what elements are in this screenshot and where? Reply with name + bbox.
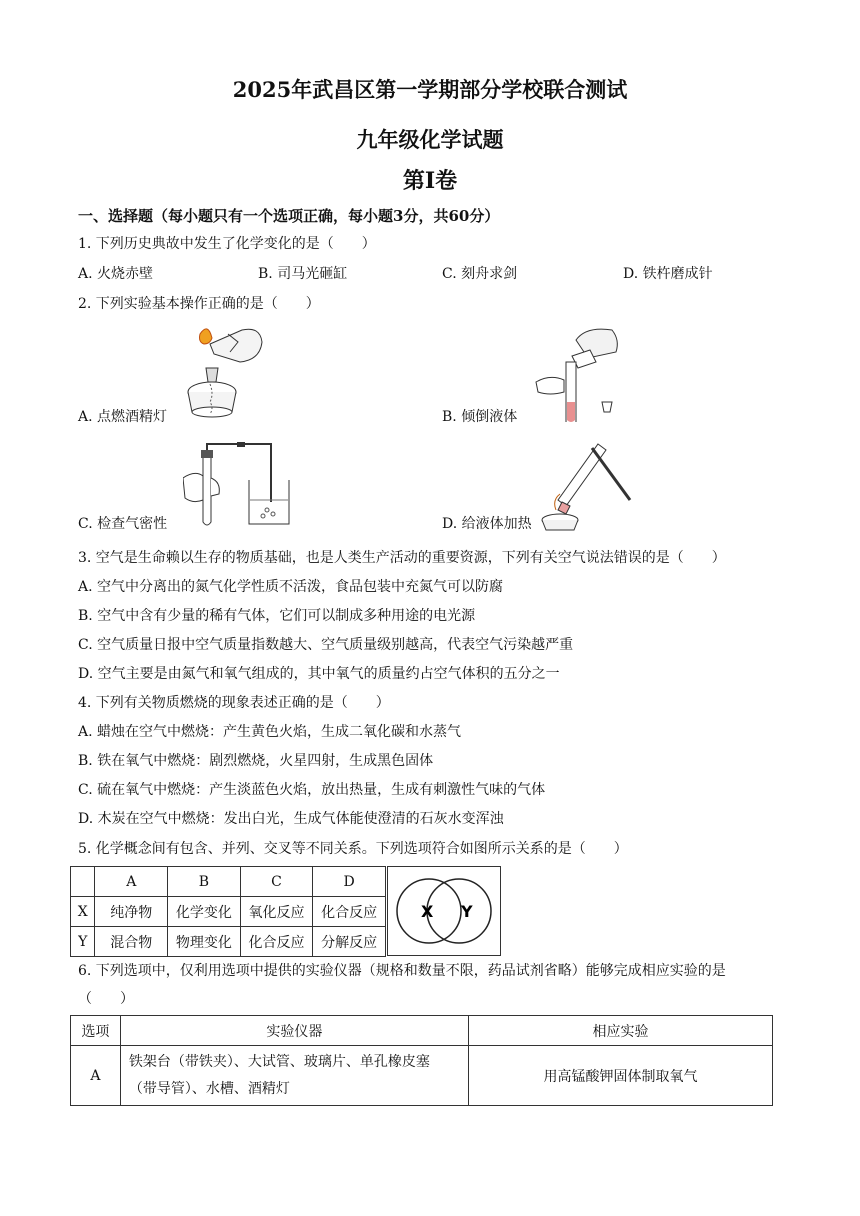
q3-option-b: B. 空气中含有少量的稀有气体，它们可以制成多种用途的电光源 xyxy=(78,608,476,624)
q5-cell: 混合物 xyxy=(95,927,168,957)
q6-apparatus-line: （带导管）、水槽、酒精灯 xyxy=(128,1080,290,1097)
q5-header-cell: D xyxy=(313,867,386,897)
venn-label-y: Y xyxy=(461,902,473,921)
q5-table xyxy=(70,866,386,957)
pouring-liquid-figure xyxy=(516,322,626,422)
q5-row-label: X xyxy=(71,897,95,927)
q1-stem: 1. 下列历史典故中发生了化学变化的是（ ） xyxy=(78,236,376,252)
q5-cell: 化合反应 xyxy=(240,927,313,957)
q6-stem-continued: （ ） xyxy=(78,991,134,1007)
q2-stem: 2. 下列实验基本操作正确的是（ ） xyxy=(78,296,320,312)
q1-option-b: B. 司马光砸缸 xyxy=(258,266,348,282)
q5-header-cell xyxy=(71,867,95,897)
q5-cell: 物理变化 xyxy=(168,927,241,957)
q5-header-cell: A xyxy=(95,867,168,897)
heating-liquid-figure xyxy=(536,440,636,532)
section-heading: 一、选择题（每小题只有一个选项正确，每小题3分，共60分） xyxy=(78,207,500,225)
venn-diagram xyxy=(387,866,501,956)
q4-option-a: A. 蜡烛在空气中燃烧：产生黄色火焰，生成二氧化碳和水蒸气 xyxy=(78,724,462,740)
q6-apparatus-line: 铁架台（带铁夹）、大试管、玻璃片、单孔橡皮塞 xyxy=(128,1053,430,1070)
q5-cell: 氧化反应 xyxy=(240,897,313,927)
q6-header-option: 选项 xyxy=(71,1016,121,1046)
q3-stem: 3. 空气是生命赖以生存的物质基础，也是人类生产活动的重要资源，下列有关空气说法错误的是（ ） xyxy=(78,550,726,566)
q5-cell: 化合反应 xyxy=(313,897,386,927)
q6-header-experiment: 相应实验 xyxy=(468,1016,772,1046)
q6-header-apparatus: 实验仪器 xyxy=(120,1016,468,1046)
q5-cell: 纯净物 xyxy=(95,897,168,927)
q2-option-b: B. 倾倒液体 xyxy=(442,409,518,425)
q5-cell: 分解反应 xyxy=(313,927,386,957)
q6-stem: 6. 下列选项中，仅利用选项中提供的实验仪器（规格和数量不限，药品试剂省略）能够完成相应实验的是 xyxy=(78,963,726,979)
q3-option-c: C. 空气质量日报中空气质量指数越大、空气质量级别越高，代表空气污染越严重 xyxy=(78,637,574,653)
q2-option-d: D. 给液体加热 xyxy=(442,516,532,532)
q3-option-a: A. 空气中分离出的氮气化学性质不活泼，食品包装中充氮气可以防腐 xyxy=(78,579,504,595)
q3-option-d: D. 空气主要是由氮气和氧气组成的，其中氧气的质量约占空气体积的五分之一 xyxy=(78,666,560,682)
q5-cell: 化学变化 xyxy=(168,897,241,927)
q6-row-experiment: 用高锰酸钾固体制取氧气 xyxy=(468,1046,772,1106)
q6-table xyxy=(70,1015,773,1106)
alcohol-lamp-lighting-figure xyxy=(180,322,275,422)
volume-label: 第Ⅰ卷 xyxy=(402,168,458,194)
q4-option-b: B. 铁在氧气中燃烧：剧烈燃烧，火星四射，生成黑色固体 xyxy=(78,753,434,769)
q5-stem: 5. 化学概念间有包含、并列、交叉等不同关系。下列选项符合如图所示关系的是（ ） xyxy=(78,841,628,857)
q6-row-apparatus xyxy=(120,1046,468,1106)
q1-option-d: D. 铁杵磨成针 xyxy=(623,266,713,282)
q2-option-a: A. 点燃酒精灯 xyxy=(78,409,168,425)
q5-header-cell: B xyxy=(168,867,241,897)
q1-option-c: C. 刻舟求剑 xyxy=(442,266,518,282)
q2-option-c: C. 检查气密性 xyxy=(78,516,168,532)
venn-label-x: X xyxy=(421,902,434,921)
q4-option-c: C. 硫在氧气中燃烧：产生淡蓝色火焰，放出热量，生成有刺激性气味的气体 xyxy=(78,782,546,798)
q5-header-cell: C xyxy=(240,867,313,897)
exam-title: 2025年武昌区第一学期部分学校联合测试 xyxy=(232,77,628,102)
q6-row-option: A xyxy=(71,1046,121,1106)
q1-option-a: A. 火烧赤壁 xyxy=(78,266,154,282)
airtightness-check-figure xyxy=(183,442,293,532)
q5-row-label: Y xyxy=(71,927,95,957)
exam-subtitle: 九年级化学试题 xyxy=(356,127,504,152)
q4-stem: 4. 下列有关物质燃烧的现象表述正确的是（ ） xyxy=(78,695,390,711)
q4-option-d: D. 木炭在空气中燃烧：发出白光，生成气体能使澄清的石灰水变浑浊 xyxy=(78,811,504,827)
